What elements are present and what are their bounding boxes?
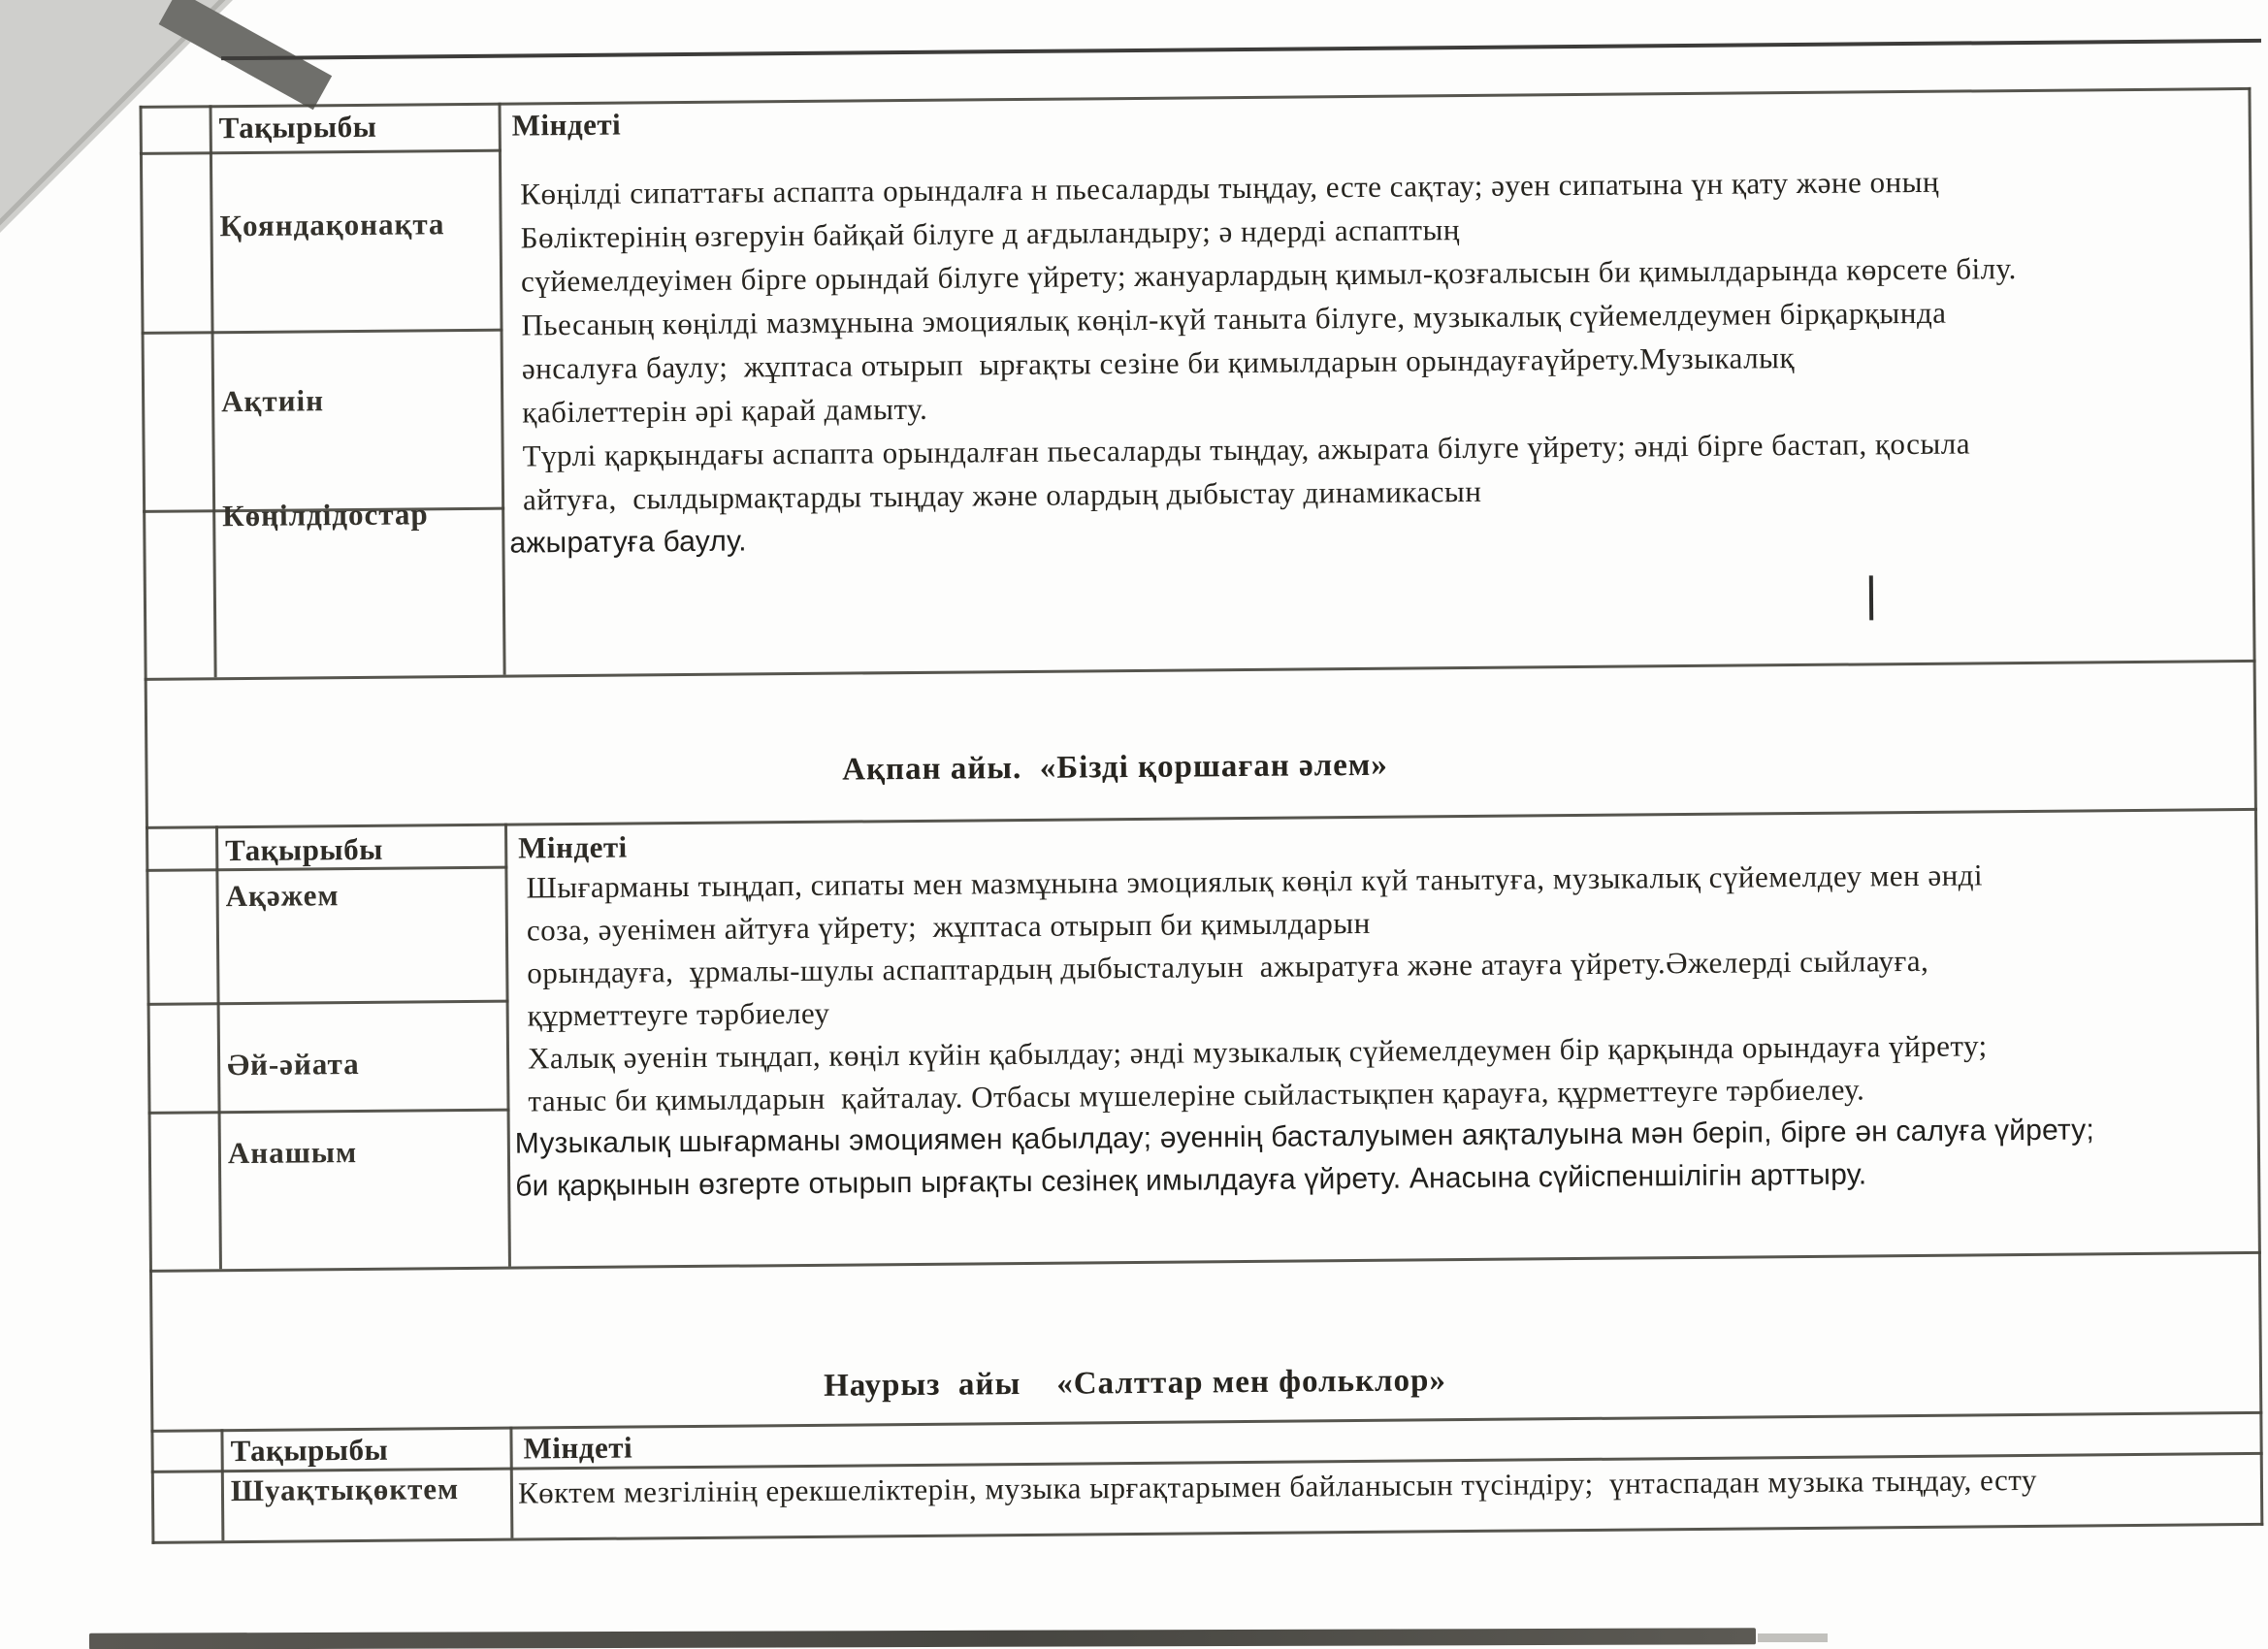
table3-topic-task-divider [509, 1427, 513, 1538]
task-text-line: сүйемелдеуімен бірге орындай білуге үйрету; жануарлардың қимыл-қозғалысын би қимылдарында көрсете білу. [520, 251, 2017, 299]
stray-mark-artifact [1869, 575, 1873, 620]
topic-label: Ақтиін [221, 383, 325, 419]
table3-topic-column-header: Тақырыбы [230, 1432, 389, 1469]
topic-cell [226, 975, 504, 1135]
table3-top-border [150, 1411, 2262, 1433]
task-text-line: Пьесаның көңілді мазмұнына эмоциялық көңіл-күй таныта білуге, музыкалық сүйемелдеумен бірқарқында [521, 295, 1947, 342]
task-text-line: таныс би қимылдарын қайталау. Отбасы мүшелеріне сыйластықпен қарауға, құрметтеуге тәрбиелеу. [528, 1072, 1865, 1118]
table1-task-column-header: Міндеті [511, 107, 622, 143]
task-text-line: Музыкалық шығарманы эмоциямен қабылдау; әуеннің басталуымен аяқталуына мән беріп, бірге ән салуға үйрету; [514, 1114, 2095, 1160]
table2-topic-column-header: Тақырыбы [225, 831, 383, 868]
table3-number-column-divider [220, 1429, 224, 1540]
topic-cell [225, 866, 503, 977]
topic-cell [221, 328, 500, 498]
table3-topic-rows [231, 1471, 508, 1509]
table-left-border [139, 106, 154, 1544]
task-text-line: Бөліктерінің өзгеруін байқай білуге д ағдыландыру; ә ндерді аспаптың [520, 212, 1461, 255]
table2-topic-rows [225, 866, 505, 1172]
section-title-february: Ақпан айы. «Бізді қоршаған әлем» [841, 747, 1388, 788]
table2-top-border [146, 808, 2257, 829]
table2-number-column-divider [215, 825, 222, 1269]
task-text-line: әнсалуға баулу; жұптаса отырып ырғақты сезіне би қимылдарын орындауғаүйрету.Музыкалық [521, 340, 1796, 386]
table2-bottom-border [149, 1251, 2261, 1273]
task-text-line: құрметтеуге тәрбиелеу [527, 995, 830, 1033]
topic-label: Қояндақонақта [219, 207, 445, 243]
task-text-line: орындауға, ұрмалы-шулы аспаптардың дыбысталуын ажыратуға және атауға үйрету.Әжелерді сыйлауға, [527, 943, 1929, 990]
page-top-edge-line [221, 39, 2261, 60]
task-text-line: би қарқынын өзгерте отырып ырғақты сезінеқ имылдауға үйрету. Анасына сүйіспеншілігін арттыру. [515, 1158, 1867, 1203]
topic-cell [222, 496, 500, 534]
task-text-line: Көңілді сипаттағы аспапта орындалға н пьесаларды тыңдау, есте сақтау; әуен сипатына үн қату және оның [520, 164, 1940, 211]
topic-cell [219, 149, 499, 330]
section-title-march: Наурыз айы «Салттар мен фольклор» [823, 1363, 1447, 1404]
table1-topic-rows [219, 149, 500, 534]
topic-label: Әй-әйата [226, 1046, 360, 1083]
task-text-line: Түрлі қарқындағы аспапта орындалған пьесаларды тыңдау, ажырата білуге үйрету; әнді бірге бастап, қосыла [522, 426, 1971, 473]
task-text-line: ажыратуға баулу. [509, 525, 747, 560]
topic-label: Анашым [227, 1135, 358, 1171]
table3-task-column-header: Міндеті [523, 1430, 633, 1466]
table2-task-text [512, 852, 2258, 1209]
table1-topic-task-divider [498, 103, 505, 675]
table1-topic-column-header: Тақырыбы [218, 109, 377, 146]
task-text-line: айтуға, сылдырмақтарды тыңдау және олардың дыбыстау динамикасын [522, 473, 1482, 517]
table3-bottom-border [151, 1523, 2263, 1544]
task-text-line: Шығарманы тыңдап, сипаты мен мазмұнына эмоциялық көңіл күй танытуға, музыкалық сүйемелдеу мен әнді [526, 857, 1984, 905]
task-text-line: соза, әуенімен айтуға үйрету; жұптаса отырып би қимылдарын [526, 905, 1371, 948]
table2-topic-task-divider [504, 824, 511, 1267]
topic-label: Көңілдідостар [222, 497, 429, 534]
topic-cell [231, 1471, 508, 1509]
task-text-line: қабілеттерін әрі қарай дамыту. [522, 391, 928, 430]
table2-task-column-header: Міндеті [518, 829, 628, 865]
table1-task-text [506, 157, 2252, 566]
table1-top-border [139, 87, 2251, 109]
table1-bottom-border [145, 660, 2256, 681]
table1-number-column-divider [209, 105, 216, 677]
topic-label: Ақәжем [225, 878, 340, 914]
task-text-line: Көктем мезгілінің ерекшеліктерін, музыка ырғақтарымен байланысын түсіндіру; үнтаспадан музыка тыңдау, есту [517, 1462, 2038, 1510]
topic-label: Шуақтықөктем [230, 1471, 460, 1508]
task-text-line: Халық әуенін тыңдап, көңіл күйін қабылдау; әнді музыкалық сүйемелдеумен бір қарқында орындауға үйрету; [527, 1028, 1988, 1076]
topic-cell [228, 1133, 505, 1172]
